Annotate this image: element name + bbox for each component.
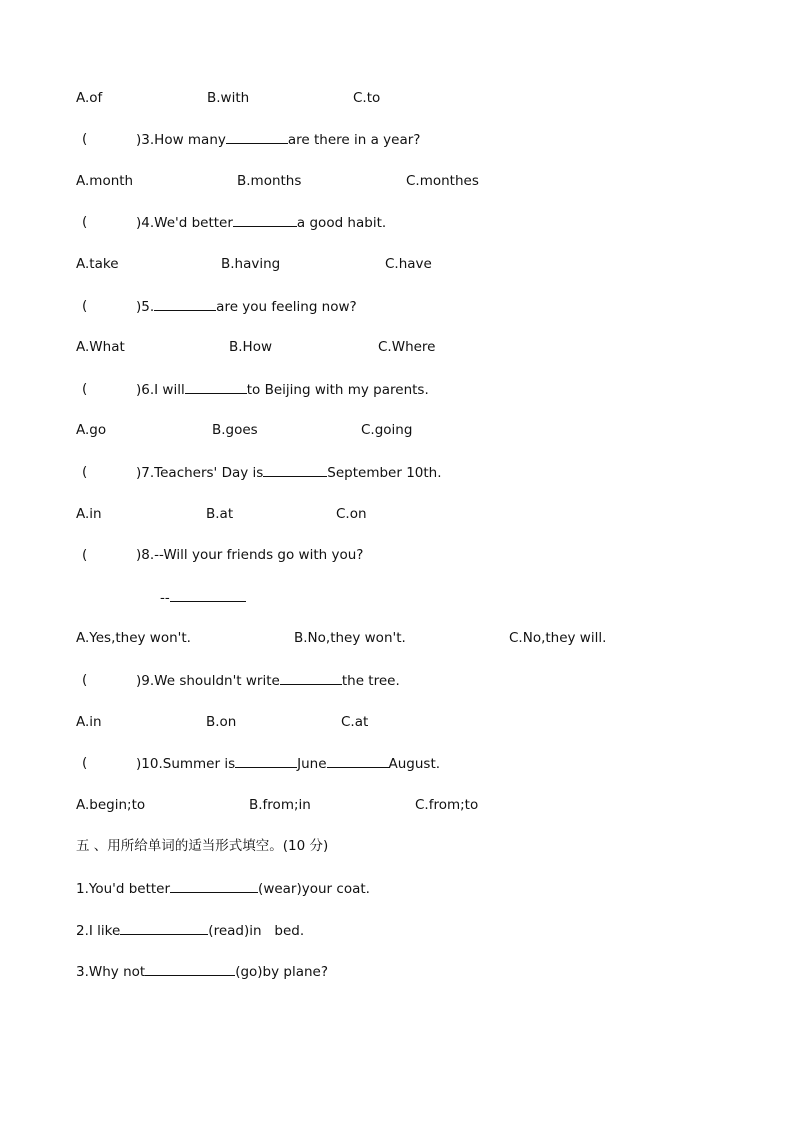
question-text: 9.We shouldn't write bbox=[141, 673, 280, 689]
option-b: B.goes bbox=[212, 422, 258, 438]
paren-open: ( bbox=[82, 464, 88, 480]
question-text: 8.--Will your friends go with you? bbox=[141, 547, 364, 563]
question-text-after: the tree. bbox=[341, 673, 400, 689]
fill-blank[interactable] bbox=[120, 920, 208, 935]
answer-blank[interactable] bbox=[226, 129, 288, 144]
paren-open: ( bbox=[82, 214, 88, 230]
answer-blank[interactable] bbox=[280, 670, 342, 685]
fill-text-after: (wear)your coat. bbox=[258, 881, 370, 897]
question-text: 10.Summer is bbox=[141, 756, 236, 772]
fill-text-after: (go)by plane? bbox=[235, 964, 329, 980]
answer-blank-1[interactable] bbox=[235, 753, 297, 768]
question-text-after: are there in a year? bbox=[287, 132, 421, 148]
question-text: 7.Teachers' Day is bbox=[141, 465, 264, 481]
section-title: 五 、用所给单词的适当形式填空。(10 分) bbox=[76, 838, 329, 854]
option-c: C.No,they will. bbox=[509, 630, 607, 646]
paren-open: ( bbox=[82, 672, 88, 688]
question-text: 3.How many bbox=[141, 132, 226, 148]
paren-close: ) bbox=[136, 673, 142, 689]
option-c: C.Where bbox=[378, 339, 436, 355]
paren-open: ( bbox=[82, 298, 88, 314]
fill-text: 3.Why not bbox=[76, 964, 146, 980]
answer-blank[interactable] bbox=[170, 587, 246, 602]
question-text-after: August. bbox=[388, 756, 441, 772]
option-c: C.monthes bbox=[406, 173, 479, 189]
option-a: A.begin;to bbox=[76, 797, 146, 813]
option-a: A.month bbox=[76, 173, 134, 189]
answer-blank[interactable] bbox=[233, 212, 297, 227]
question-text-after: a good habit. bbox=[296, 215, 387, 231]
question-text: 5. bbox=[141, 299, 155, 315]
option-a: A.in bbox=[76, 714, 102, 730]
option-b: B.with bbox=[207, 90, 250, 106]
fill-blank[interactable] bbox=[145, 961, 235, 976]
paren-open: ( bbox=[82, 131, 88, 147]
option-a: A.What bbox=[76, 339, 125, 355]
answer-blank-2[interactable] bbox=[327, 753, 389, 768]
answer-blank[interactable] bbox=[154, 296, 216, 311]
fill-text: 1.You'd better bbox=[76, 881, 171, 897]
paren-close: ) bbox=[136, 382, 142, 398]
question-text-after: are you feeling now? bbox=[216, 299, 357, 315]
paren-close: ) bbox=[136, 132, 142, 148]
question-text-after: to Beijing with my parents. bbox=[246, 382, 429, 398]
fill-text: 2.I like bbox=[76, 923, 121, 939]
option-c: C.on bbox=[336, 506, 367, 522]
option-c: C.at bbox=[341, 714, 369, 730]
option-c: C.to bbox=[353, 90, 381, 106]
fill-blank[interactable] bbox=[170, 878, 258, 893]
fill-text-after: (read)in bed. bbox=[208, 923, 305, 939]
answer-prefix: -- bbox=[160, 590, 170, 606]
option-b: B.months bbox=[237, 173, 302, 189]
paren-close: ) bbox=[136, 465, 142, 481]
question-text: 6.I will bbox=[141, 382, 185, 398]
paren-open: ( bbox=[82, 381, 88, 397]
answer-blank[interactable] bbox=[263, 462, 327, 477]
option-a: A.in bbox=[76, 506, 102, 522]
option-a: A.go bbox=[76, 422, 107, 438]
paren-close: ) bbox=[136, 756, 142, 772]
question-text-after: September 10th. bbox=[327, 465, 442, 481]
paren-close: ) bbox=[136, 299, 142, 315]
question-text: 4.We'd better bbox=[141, 215, 233, 231]
option-a: A.take bbox=[76, 256, 119, 272]
option-c: C.have bbox=[385, 256, 432, 272]
question-text-middle: June bbox=[297, 756, 327, 772]
option-b: B.from;in bbox=[249, 797, 311, 813]
option-b: B.on bbox=[206, 714, 237, 730]
option-b: B.How bbox=[229, 339, 273, 355]
answer-blank[interactable] bbox=[185, 379, 247, 394]
option-c: C.going bbox=[361, 422, 413, 438]
paren-open: ( bbox=[82, 547, 88, 563]
paren-close: ) bbox=[136, 547, 142, 563]
option-b: B.at bbox=[206, 506, 234, 522]
option-b: B.No,they won't. bbox=[294, 630, 406, 646]
option-c: C.from;to bbox=[415, 797, 479, 813]
option-a: A.of bbox=[76, 90, 103, 106]
option-b: B.having bbox=[221, 256, 281, 272]
paren-close: ) bbox=[136, 215, 142, 231]
paren-open: ( bbox=[82, 755, 88, 771]
option-a: A.Yes,they won't. bbox=[76, 630, 191, 646]
